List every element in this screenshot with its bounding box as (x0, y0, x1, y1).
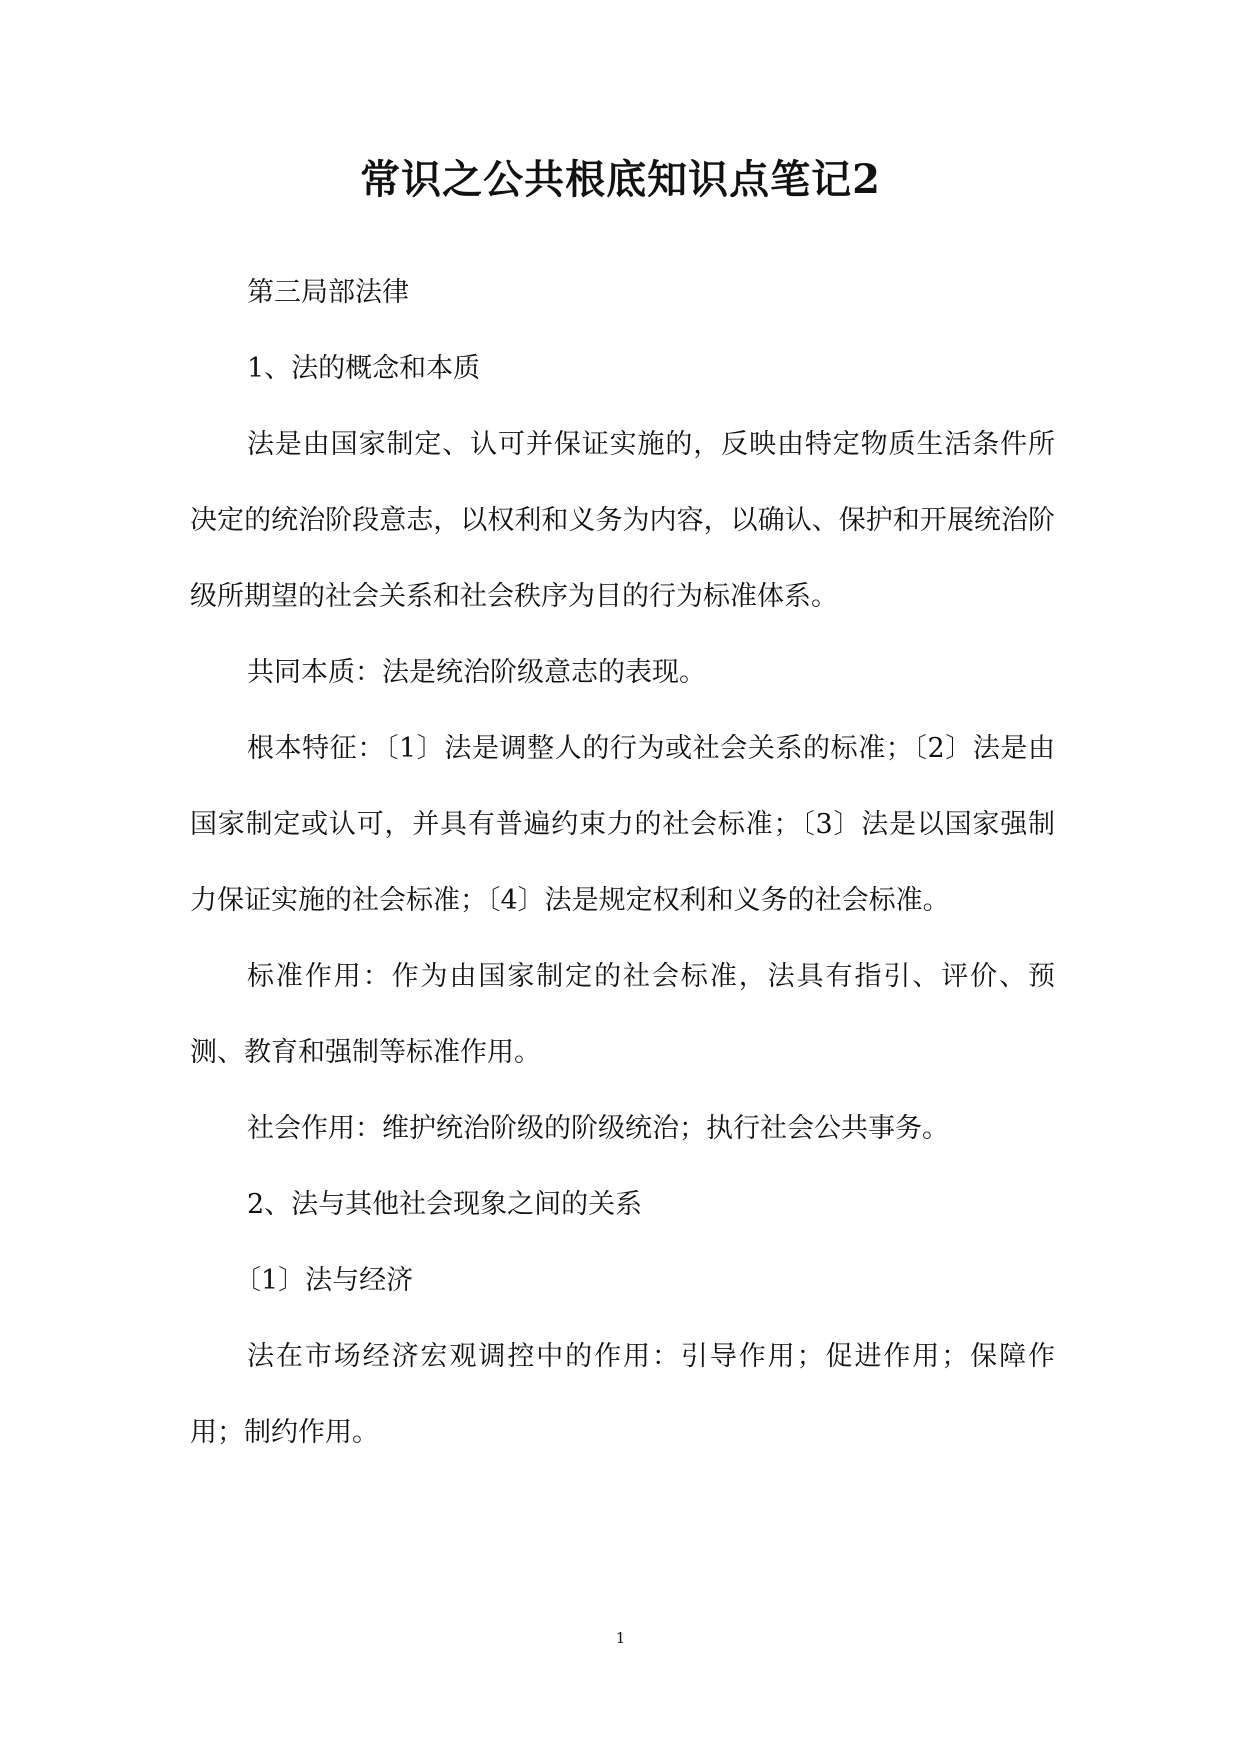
paragraph-social-role: 社会作用：维护统治阶级的阶级统治；执行社会公共事务。 (247, 1113, 949, 1144)
paragraph-normative-role: 标准作用：作为由国家制定的社会标准，法具有指引、评价、预测、教育和强制等标准作用。 (190, 961, 1055, 1068)
page-number: 1 (615, 1629, 626, 1647)
document-title: 常识之公共根底知识点笔记2 (360, 156, 881, 203)
paragraph-basic-features: 根本特征：〔1〕法是调整人的行为或社会关系的标准；〔2〕法是由国家制定或认可，并具有普遍约束力的社会标准；〔3〕法是以国家强制力保证实施的社会标准；〔4〕法是规定权利和义务的社会标准。 (190, 733, 1055, 916)
subheading-law-relations: 2、法与其他社会现象之间的关系 (247, 1189, 643, 1220)
subheading-law-economy: 〔1〕法与经济 (234, 1265, 414, 1296)
subheading-concept-essence: 1、法的概念和本质 (247, 353, 481, 384)
document-body (190, 255, 1055, 1471)
paragraph-law-definition: 法是由国家制定、认可并保证实施的，反映由特定物质生活条件所决定的统治阶段意志，以权利和义务为内容，以确认、保护和开展统治阶级所期望的社会关系和社会秩序为目的行为标准体系。 (190, 429, 1055, 612)
paragraph-common-essence: 共同本质：法是统治阶级意志的表现。 (247, 657, 706, 688)
section-heading-law: 第三局部法律 (247, 277, 409, 308)
paragraph-macro-control: 法在市场经济宏观调控中的作用：引导作用；促进作用；保障作用；制约作用。 (190, 1341, 1055, 1448)
